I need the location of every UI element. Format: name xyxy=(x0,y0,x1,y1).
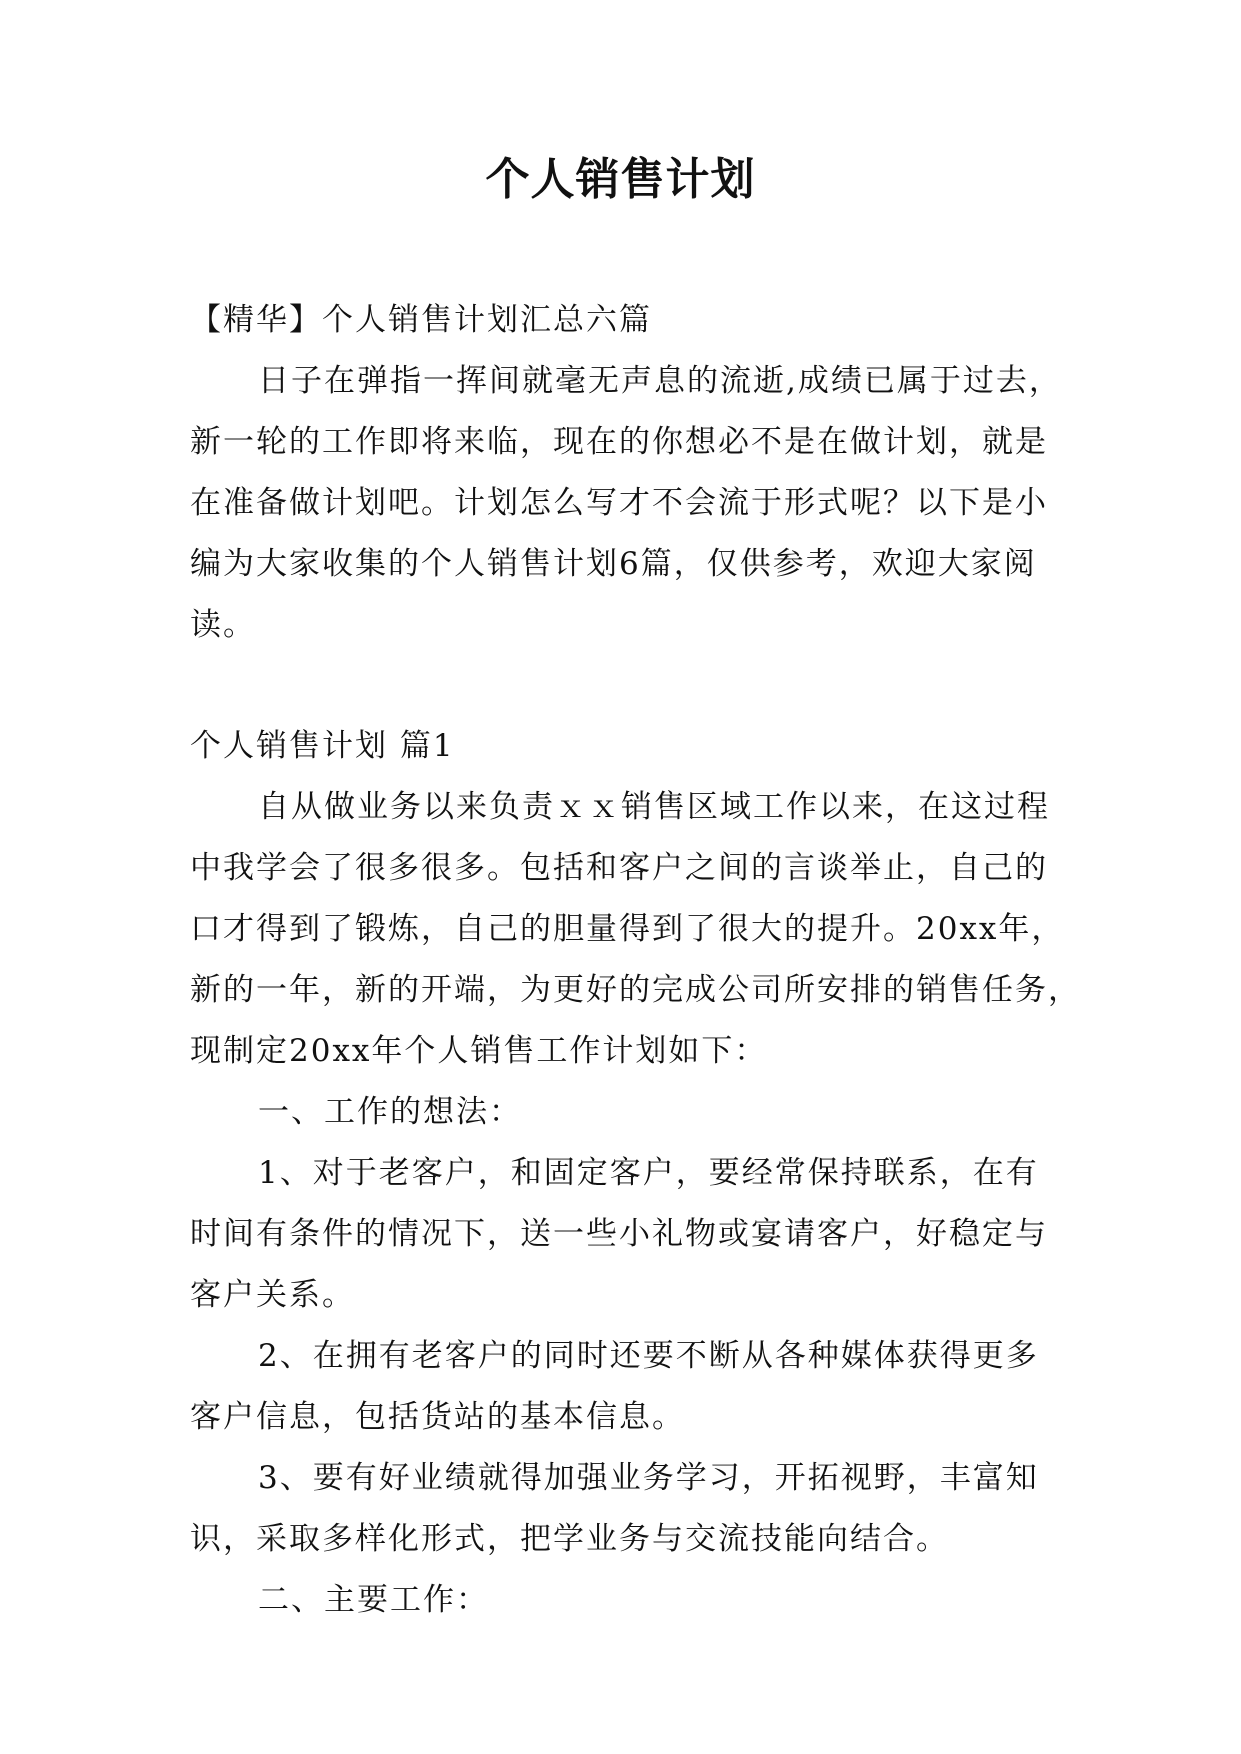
intro-paragraph-line: 新一轮的工作即将来临，现在的你想必不是在做计划，就是 xyxy=(190,424,1048,460)
list-item-line: 3、要有好业绩就得加强业务学习，开拓视野，丰富知 xyxy=(258,1460,1039,1496)
list-item-line: 时间有条件的情况下，送一些小礼物或宴请客户，好稳定与 xyxy=(190,1216,1048,1252)
intro-paragraph-line: 日子在弹指一挥间就毫无声息的流逝,成绩已属于过去， xyxy=(258,363,1062,399)
document-body xyxy=(190,290,1081,1631)
list-item-line: 客户信息，包括货站的基本信息。 xyxy=(190,1399,685,1435)
list-item-line: 2、在拥有老客户的同时还要不断从各种媒体获得更多 xyxy=(258,1338,1039,1374)
section-paragraph-line: 中我学会了很多很多。包括和客户之间的言谈举止，自己的 xyxy=(190,850,1048,886)
section-paragraph-line: 自从做业务以来负责ｘｘ销售区域工作以来，在这过程 xyxy=(258,789,1050,825)
list-item-line: 识，采取多样化形式，把学业务与交流技能向结合。 xyxy=(190,1521,949,1557)
section-paragraph-line: 口才得到了锻炼，自己的胆量得到了很大的提升。20xx年， xyxy=(190,911,1065,947)
list-item-line: 1、对于老客户，和固定客户，要经常保持联系，在有 xyxy=(258,1155,1039,1191)
section-paragraph-line: 现制定20xx年个人销售工作计划如下： xyxy=(190,1033,768,1069)
intro-paragraph-line: 在准备做计划吧。计划怎么写才不会流于形式呢？以下是小 xyxy=(190,485,1048,521)
document-title: 个人销售计划 xyxy=(485,154,756,205)
intro-paragraph-line: 编为大家收集的个人销售计划6篇，仅供参考，欢迎大家阅 xyxy=(190,546,1037,582)
intro-paragraph-line: 读。 xyxy=(190,607,256,643)
section-paragraph-line: 新的一年，新的开端，为更好的完成公司所安排的销售任务， xyxy=(190,972,1081,1008)
list-item-line: 客户关系。 xyxy=(190,1277,355,1313)
section-heading: 个人销售计划 篇1 xyxy=(190,728,455,764)
subheading: 一、工作的想法： xyxy=(258,1094,522,1130)
document-subtitle: 【精华】个人销售计划汇总六篇 xyxy=(190,302,652,338)
subheading: 二、主要工作： xyxy=(258,1582,489,1618)
